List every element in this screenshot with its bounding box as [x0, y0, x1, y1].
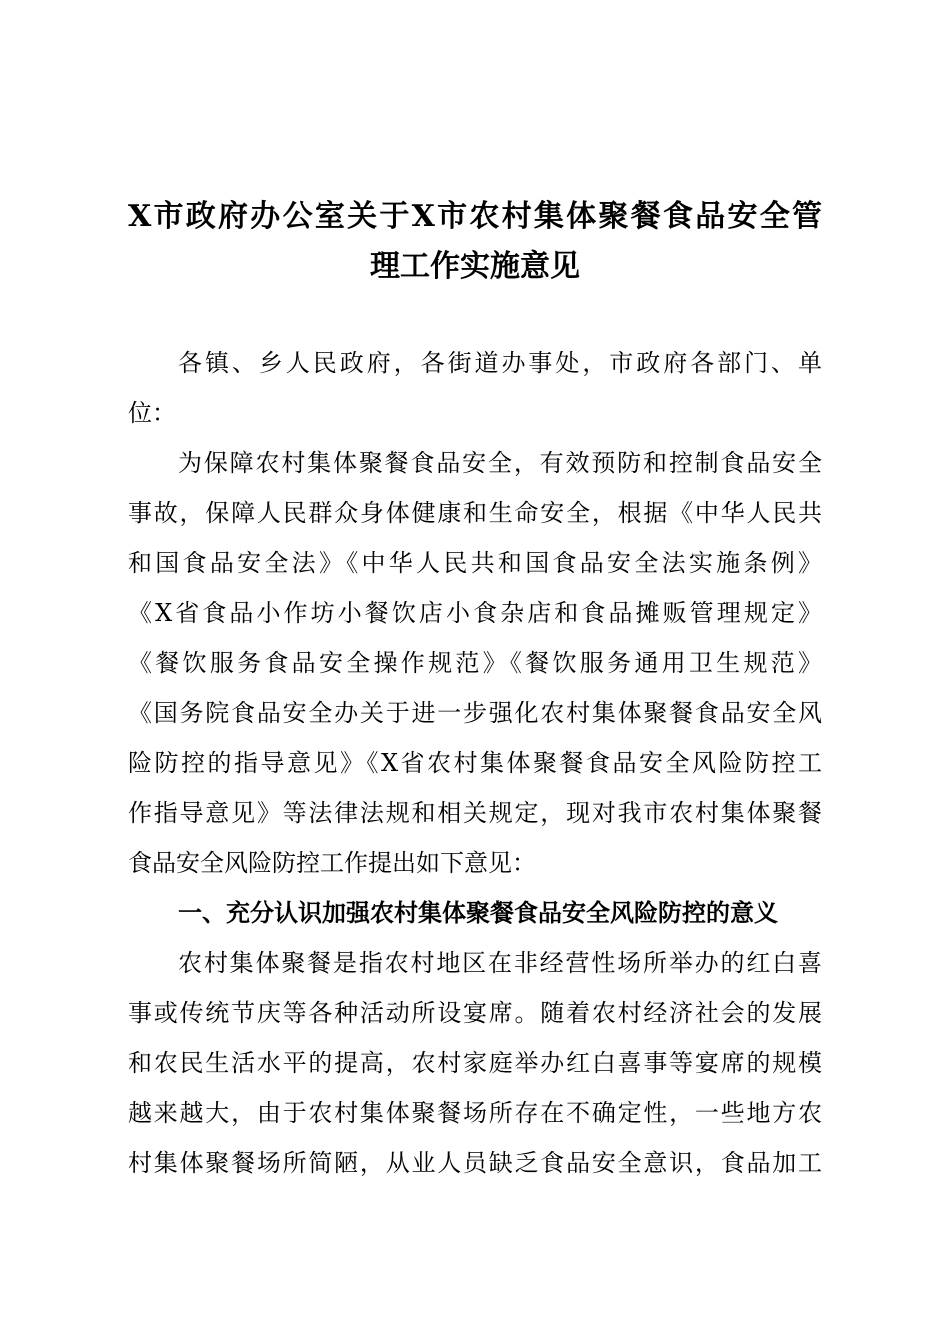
paragraph: [128, 438, 822, 888]
text-line: 和农民生活水平的提高，农村家庭举办红白喜事等宴席的规模: [128, 1049, 822, 1077]
text-line: 《X省食品小作坊小餐饮店小食杂店和食品摊贩管理规定》: [128, 599, 822, 627]
text-line: 各镇、乡人民政府，各街道办事处，市政府各部门、单: [178, 349, 822, 377]
text-line: 《国务院食品安全办关于进一步强化农村集体聚餐食品安全风: [128, 699, 822, 727]
text-line: 事故，保障人民群众身体健康和生命安全，根据《中华人民共: [128, 499, 822, 527]
text-line: 村集体聚餐场所简陋，从业人员缺乏食品安全意识，食品加工: [128, 1149, 822, 1177]
text-line: 《餐饮服务食品安全操作规范》《餐饮服务通用卫生规范》: [128, 649, 822, 677]
text-line: 和国食品安全法》《中华人民共和国食品安全法实施条例》: [128, 549, 822, 577]
section-heading: [128, 888, 822, 938]
text-line: 位：: [128, 399, 176, 427]
text-line: 为保障农村集体聚餐食品安全，有效预防和控制食品安全: [178, 449, 822, 477]
text-line: 作指导意见》等法律法规和相关规定，现对我市农村集体聚餐: [128, 799, 822, 827]
text-line: 农村集体聚餐是指农村地区在非经营性场所举办的红白喜: [178, 949, 822, 977]
text-line: 事或传统节庆等各种活动所设宴席。随着农村经济社会的发展: [128, 999, 822, 1027]
document-title: [128, 192, 822, 292]
text-line: 越来越大，由于农村集体聚餐场所存在不确定性，一些地方农: [128, 1099, 822, 1127]
title-line: X市政府办公室关于X市农村集体聚餐食品安全管: [128, 199, 822, 234]
paragraph: [128, 338, 822, 438]
title-line: 理工作实施意见: [370, 249, 580, 284]
text-line: 一、充分认识加强农村集体聚餐食品安全风险防控的意义: [178, 898, 778, 927]
text-line: 食品安全风险防控工作提出如下意见：: [128, 849, 536, 877]
document-body: [128, 338, 822, 1188]
text-line: 险防控的指导意见》《X省农村集体聚餐食品安全风险防控工: [128, 749, 822, 777]
paragraph: [128, 938, 822, 1188]
